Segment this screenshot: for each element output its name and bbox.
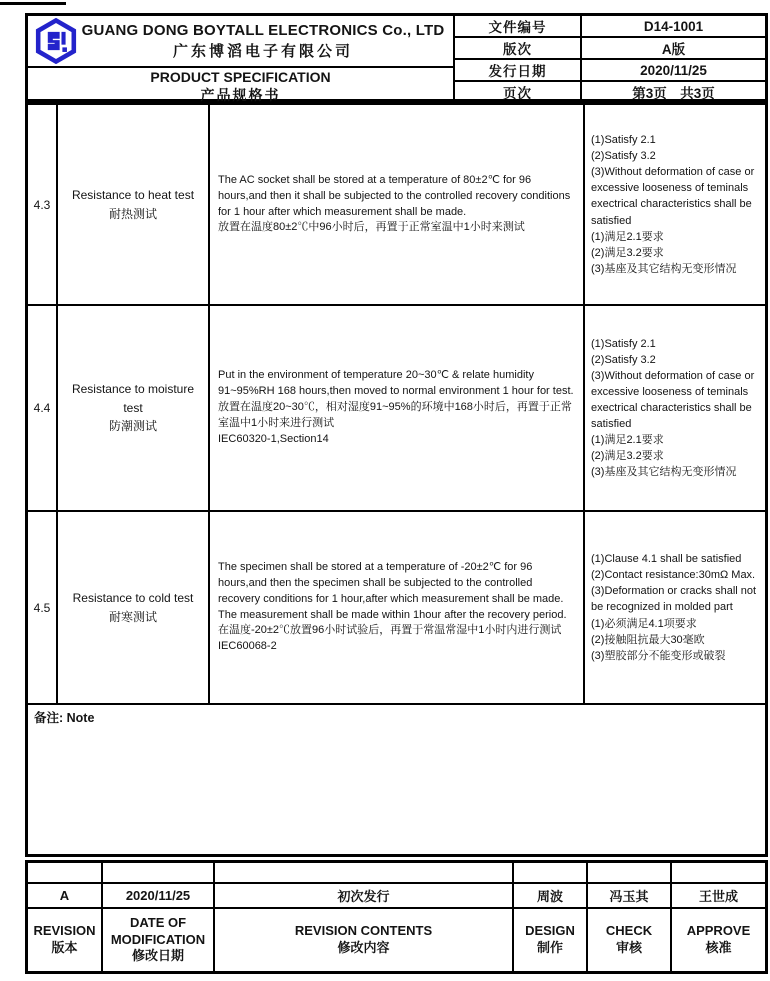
revision-cell-design: 周波 xyxy=(514,884,588,909)
document-title-cell xyxy=(28,68,453,104)
revision-header-cn: 审核 xyxy=(615,940,642,955)
text-line: (2)Satisfy 3.2 xyxy=(591,150,656,163)
spec-table xyxy=(25,102,768,857)
revision-cell-approve: 王世成 xyxy=(672,884,765,909)
text-line: (3)Without deformation of case or excessive looseness of teminals exectrical characteristics shall be satisfied xyxy=(591,369,755,431)
header-meta-table xyxy=(455,16,765,99)
revision-header-en: REVISION CONTENTS xyxy=(294,923,433,939)
text-line: The AC socket shall be stored at a temperature of 80±2℃ for 96 hours,and then it shall be subjected to the controlled recovery conditions for 1 hour after which measurement shall be made. xyxy=(218,173,571,218)
meta-value-doc-number: D14-1001 xyxy=(582,16,765,38)
header-company-block xyxy=(28,16,455,104)
test-name-en: Resistance to cold test xyxy=(72,590,194,605)
doc-title-en: PRODUCT SPECIFICATION xyxy=(150,69,331,85)
company-logo xyxy=(35,18,77,64)
note-label: 备注: Note xyxy=(34,711,95,725)
revision-cell-contents xyxy=(215,863,514,884)
revision-header-en: REVISION xyxy=(33,923,96,939)
text-line: (3)Without deformation of case or excessive looseness of teminals exectrical characteristics shall be satisfied xyxy=(591,166,755,227)
revision-header-cn: 制作 xyxy=(536,940,563,955)
company-names xyxy=(77,22,449,61)
company-cell xyxy=(28,16,453,68)
revision-cell-check xyxy=(588,863,672,884)
meta-label-page: 页次 xyxy=(455,82,582,102)
revision-header-check xyxy=(588,909,672,971)
meta-label-version: 版次 xyxy=(455,38,582,60)
text-line: (1)Clause 4.1 shall be satisfied xyxy=(591,553,742,566)
test-name-en: Resistance to moisture test xyxy=(71,382,195,415)
text-line: (1)Satisfy 2.1 xyxy=(591,337,656,350)
text-line: IEC60068-2 xyxy=(218,640,277,653)
revision-header-cn: 版本 xyxy=(51,940,78,955)
revision-table xyxy=(25,860,768,974)
text-line: (2)满足3.2要求 xyxy=(591,450,664,463)
text-line: The measurement shall be made within 1hour after the recovery period. xyxy=(218,608,567,621)
revision-header-approve xyxy=(672,909,765,971)
text-line: Put in the environment of temperature 20~30℃ & relate humidity 91~95%RH 168 hours,then moved to normal environment 1 hour for test. xyxy=(218,369,574,398)
revision-header-date xyxy=(103,909,215,971)
spec-row-description xyxy=(210,105,585,306)
text-line: (2)Satisfy 3.2 xyxy=(591,353,656,366)
note-cell xyxy=(28,705,765,854)
spec-row-number: 4.3 xyxy=(28,105,58,306)
text-line: 放置在温度80±2℃中96小时后，再置于正常室温中1小时来测试 xyxy=(218,221,525,234)
spec-row-judgement xyxy=(585,306,765,512)
text-line: IEC60320-1,Section14 xyxy=(218,432,329,445)
text-line: (2)满足3.2要求 xyxy=(591,246,664,259)
text-line: (2)接触阻抗最大30毫欧 xyxy=(591,633,705,646)
revision-header-en: APPROVE xyxy=(686,923,751,939)
revision-header-design xyxy=(514,909,588,971)
doc-title-cn: 产品规格书 xyxy=(200,87,281,104)
text-line: 在温度-20±2℃放置96小时试验后，再置于常温常湿中1小时内进行测试 xyxy=(218,624,562,637)
hexagon-logo-icon xyxy=(35,18,77,64)
revision-cell-rev xyxy=(28,863,103,884)
test-name-cn: 耐热测试 xyxy=(108,206,157,221)
revision-header-revision xyxy=(28,909,103,971)
meta-value-version: A版 xyxy=(582,38,765,60)
text-line: (1)Satisfy 2.1 xyxy=(591,134,656,147)
text-line: 放置在温度20~30℃，相对湿度91~95%的环境中168小时后，再置于正常室温中1小时来进行测试 xyxy=(218,401,572,429)
company-name-en: GUANG DONG BOYTALL ELECTRONICS Co., LTD xyxy=(81,21,445,39)
scan-artifact-line xyxy=(0,2,66,5)
meta-label-doc-number: 文件编号 xyxy=(455,16,582,38)
text-line: (2)Contact resistance:30mΩ Max. xyxy=(591,569,756,582)
text-line: (3)塑胶部分不能变形或破裂 xyxy=(591,649,726,662)
text-line: The specimen shall be stored at a temperature of -20±2℃ for 96 hours,and then the specimen shall be subjected to the controlled recovery conditions for 1 hour,after which measurement shall be made. xyxy=(218,560,564,605)
spec-row-name xyxy=(58,306,210,512)
revision-cell-contents: 初次发行 xyxy=(215,884,514,909)
meta-value-page: 第3页 共3页 xyxy=(632,86,715,101)
company-name-cn: 广东博滔电子有限公司 xyxy=(172,42,353,60)
document-header xyxy=(25,13,768,102)
revision-header-en: DATE OF MODIFICATION xyxy=(110,914,206,947)
revision-header-en: DESIGN xyxy=(525,923,575,939)
text-line: (1)满足2.1要求 xyxy=(591,434,664,447)
revision-cell-rev: A xyxy=(28,884,103,909)
meta-label-issue-date: 发行日期 xyxy=(455,60,582,82)
revision-header-cn: 修改日期 xyxy=(131,948,184,964)
revision-header-en: CHECK xyxy=(605,923,653,939)
text-line: (1)满足2.1要求 xyxy=(591,230,664,243)
test-name-en: Resistance to heat test xyxy=(71,187,195,202)
revision-header-cn: 修改内容 xyxy=(337,940,390,955)
text-line: (3)基座及其它结构无变形情况 xyxy=(591,466,737,479)
test-name-cn: 耐寒测试 xyxy=(108,609,157,624)
revision-header-contents xyxy=(215,909,514,971)
spec-row-name xyxy=(58,105,210,306)
spec-row-number: 4.5 xyxy=(28,512,58,705)
spec-row-description xyxy=(210,512,585,705)
revision-cell-date: 2020/11/25 xyxy=(103,884,215,909)
text-line: (3)Deformation or cracks shall not be recognized in molded part xyxy=(591,585,757,614)
text-line: (3)基座及其它结构无变形情况 xyxy=(591,262,737,275)
revision-cell-approve xyxy=(672,863,765,884)
spec-row-number: 4.4 xyxy=(28,306,58,512)
revision-cell-date xyxy=(103,863,215,884)
revision-cell-design xyxy=(514,863,588,884)
text-line: (1)必须满足4.1项要求 xyxy=(591,617,697,630)
spec-row-name xyxy=(58,512,210,705)
test-name-cn: 防潮测试 xyxy=(108,419,157,434)
spec-row-judgement xyxy=(585,512,765,705)
revision-cell-check: 冯玉其 xyxy=(588,884,672,909)
meta-value-issue-date: 2020/11/25 xyxy=(582,60,765,82)
revision-header-cn: 核准 xyxy=(705,940,732,955)
spec-row-judgement xyxy=(585,105,765,306)
spec-row-description xyxy=(210,306,585,512)
